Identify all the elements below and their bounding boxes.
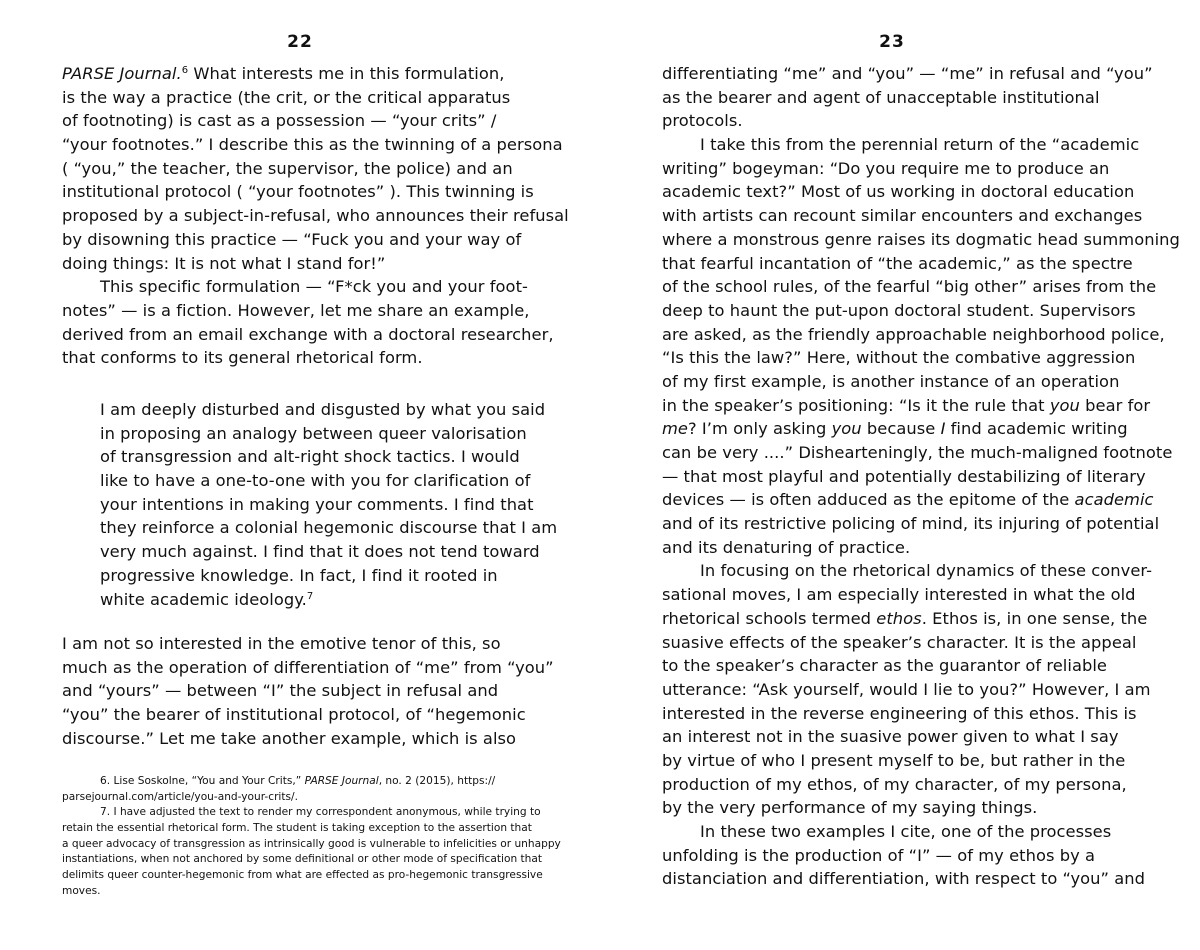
text-line: institutional protocol ( “your footnotes” ). This twinning is [62,182,534,202]
text-line: writing” bogeyman: “Do you require me to produce an [662,158,1110,178]
quote-line: white academic ideology.$^7$ [100,589,314,609]
page-number: 23 [879,32,905,52]
text-line: — that most playful and potentially destabilizing of literary [662,466,1146,486]
block-quote [100,398,610,611]
quote-line: like to have a one-to-one with you for clarification of [100,471,531,491]
footnote-line: delimits queer counter-hegemonic from what are effected as pro-hegemonic transgressive [62,869,543,882]
quote-line: they reinforce a colonial hegemonic discourse that I am [100,518,558,538]
quote-line: your intentions in making your comments. I find that [100,494,534,514]
text-line: protocols. [662,111,743,131]
text-line: production of my ethos, of my character, of my persona, [662,774,1127,794]
text-line: “Is this the law?” Here, without the combative aggression [662,348,1136,368]
text-line: deep to haunt the put-upon doctoral student. Supervisors [662,300,1136,320]
text-line: much as the operation of differentiation of “me” from “you” [62,657,554,677]
text-line: that fearful incantation of “the academic,” as the spectre [662,253,1133,273]
footnote-line: a queer advocacy of transgression as intrinsically good is vulnerable to infelicities or unhappy [62,837,561,850]
text-line: by virtue of who I present myself to be, but rather in the [662,750,1126,770]
text-line: utterance: “Ask yourself, would I lie to you?” However, I am [662,679,1151,699]
text-line: where a monstrous genre raises its dogmatic head summoning [662,229,1180,249]
text-line: proposed by a subject-in-refusal, who announces their refusal [62,206,569,226]
text-line: are asked, as the friendly approachable neighborhood police, [662,324,1165,344]
text-line: academic text?” Most of us working in doctoral education [662,182,1135,202]
footnote-6: 6. Lise Soskolne, “You and Your Crits,” PARSE Journal, no. 2 (2015), https:// [100,775,496,787]
quote-line: progressive knowledge. In fact, I find it rooted in [100,565,498,585]
text-line: distanciation and differentiation, with respect to “you” and [662,869,1146,889]
text-line: to the speaker’s character as the guarantor of reliable [662,656,1107,676]
footnote-6-url[interactable]: parsejournal.com/article/you-and-your-crits/. [62,790,298,803]
footnote-ref-7[interactable]: 7 [306,590,314,602]
text-line: is the way a practice (the crit, or the critical apparatus [62,87,511,107]
text-line: This specific formulation — “F*ck you and your foot- [100,277,528,297]
text-line: and “yours” — between “I” the subject in refusal and [62,681,499,701]
body-text-continued [62,632,572,750]
footnotes [62,774,562,900]
right-page [662,0,1180,950]
text-line: by disowning this practice — “Fuck you and your way of [62,229,522,249]
text-line: an interest not in the suasive power given to what I say [662,727,1119,747]
text-line: me? I’m only asking you because I find academic writing [662,419,1128,439]
footnote-line: instantiations, when not anchored by some definitional or other mode of specification that [62,853,543,866]
quote-line: in proposing an analogy between queer valorisation [100,423,527,443]
left-page [62,0,569,950]
body-text [62,62,572,370]
text-line: in the speaker’s positioning: “Is it the rule that you bear for [662,395,1151,415]
quote-line: I am deeply disturbed and disgusted by what you said [100,400,546,419]
text-line: I take this from the perennial return of the “academic [700,135,1140,155]
text-line: that conforms to its general rhetorical form. [62,348,423,368]
text-line: ( “you,” the teacher, the supervisor, the police) and an [62,158,513,178]
footnote-line: retain the essential rhetorical form. The student is taking exception to the assertion that [62,822,532,835]
text-line: discourse.” Let me take another example, which is also [62,728,517,748]
footnote-7: 7. I have adjusted the text to render my correspondent anonymous, while trying to [100,806,541,819]
text-line: rhetorical schools termed ethos. Ethos is, in one sense, the [662,608,1148,628]
text-line: notes” — is a fiction. However, let me share an example, [62,300,530,320]
text-line: differentiating “me” and “you” — “me” in refusal and “you” [662,64,1153,83]
text-line: of footnoting) is cast as a possession — “your crits” / [62,111,497,131]
footnote-line: moves. [62,884,101,897]
text-line: derived from an email exchange with a doctoral researcher, [62,324,554,344]
text-line: unfolding is the production of “I” — of my ethos by a [662,845,1096,865]
body-text [662,62,1180,891]
text-line: and its denaturing of practice. [662,537,911,557]
text-line: as the bearer and agent of unacceptable institutional [662,87,1100,107]
text-line: sational moves, I am especially interested in what the old [662,585,1136,605]
quote-line: of transgression and alt-right shock tactics. I would [100,447,520,467]
text-line: doing things: It is not what I stand for!” [62,253,386,273]
text-line: PARSE Journal.$^6$ What interests me in this formulation, [62,64,505,83]
text-line: can be very ....” Dishearteningly, the much-maligned footnote [662,443,1173,462]
text-line: In these two examples I cite, one of the processes [700,822,1112,841]
text-line: with artists can recount similar encounters and exchanges [662,206,1143,226]
text-line: of the school rules, of the fearful “big other” arises from the [662,277,1157,297]
text-line: and of its restrictive policing of mind, its injuring of potential [662,514,1160,534]
journal-title: PARSE Journal. [62,64,182,83]
page-number: 22 [287,32,313,52]
text-line: In focusing on the rhetorical dynamics of these conver- [700,561,1153,581]
footnote-ref-6[interactable]: 6 [181,65,189,76]
text-line: devices — is often adduced as the epitome of the academic [662,490,1154,510]
text-line: of my first example, is another instance of an operation [662,371,1120,391]
text-line: interested in the reverse engineering of this ethos. This is [662,703,1137,723]
text-line: “you” the bearer of institutional protocol, of “hegemonic [62,705,526,725]
text-line: suasive effects of the speaker’s character. It is the appeal [662,632,1137,652]
text-line: I am not so interested in the emotive tenor of this, so [62,634,501,653]
text-line: “your footnotes.” I describe this as the twinning of a persona [62,135,563,155]
text-line: by the very performance of my saying things. [662,798,1038,818]
quote-line: very much against. I find that it does not tend toward [100,542,540,562]
